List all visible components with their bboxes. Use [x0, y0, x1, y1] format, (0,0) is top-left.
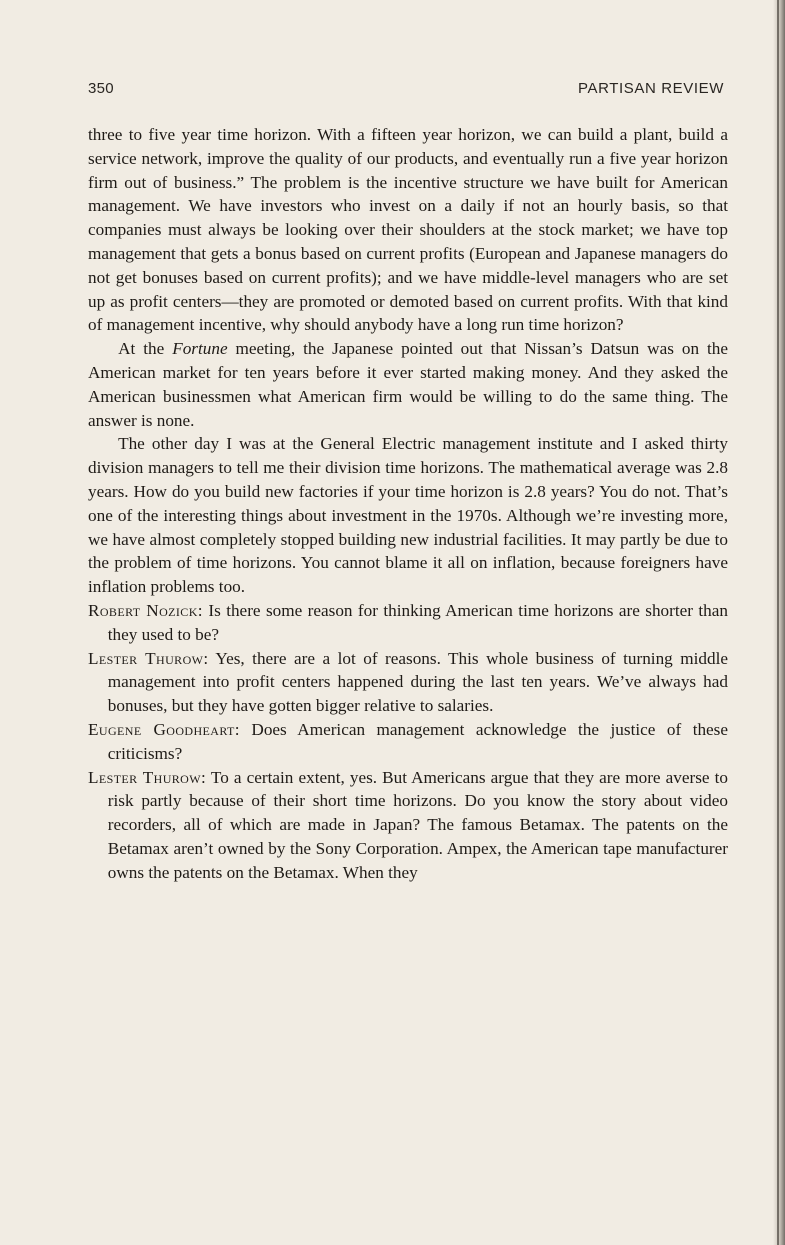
speaker-name: Lester Thurow:	[88, 767, 207, 787]
speech-text: To a certain extent, yes. But Americans argue that they are more averse to risk partly because of their short time horizons. Do you know the story about video recorders, all of which are made in Japan? The famous Betamax. The patents on the Betamax aren’t owned by the Sony Corporation. Ampex, the American tape manufacturer owns the patents on the Betamax. When they	[107, 767, 728, 882]
exchange-thurow-1	[88, 647, 728, 718]
paragraph-ge-institute: The other day I was at the General Electric management institute and I asked thirty division managers to tell me their division time horizons. The mathematical average was 2.8 years. How do you build new factories if your time horizon is 2.8 years? You do not. That’s one of the interesting things about investment in the 1970s. Although we’re investing more, we have almost completely stopped building new industrial facilities. It may partly be due to the problem of time horizons. You cannot blame it all on inflation, because foreigners have inflation problems too.	[88, 434, 728, 597]
paragraph-fortune-meeting	[88, 337, 728, 432]
exchange-nozick	[88, 599, 728, 647]
page-edge-shadow	[773, 0, 785, 1245]
speech-text: Is there some reason for thinking American time horizons are shorter than they used to be?	[107, 600, 728, 644]
paragraph-continued: three to five year time horizon. With a fifteen year horizon, we can build a plant, build a service network, improve the quality of our products, and eventually run a five year horizon firm out of business.” The problem is the incentive structure we have built for American management. We have investors who invest on a daily if not an hourly basis, so that companies must always be looking over their shoulders at the stock market; we have top management that gets a bonus based on current profits (European and Japanese managers do not get bonuses based on current profits); and we have middle-level managers who are set up as profit centers—they are promoted or demoted based on current profits. With that kind of management incentive, why should anybody have a long run time horizon?	[88, 125, 728, 335]
running-head	[88, 80, 724, 102]
speaker-name: Robert Nozick:	[88, 600, 203, 620]
speech-text: Does American management acknowledge the justice of these criticisms?	[107, 719, 729, 763]
paragraph-text: meeting, the Japanese pointed out that Nissan’s Datsun was on the American market for ten years before it ever started making money. And they asked the American businessmen what American firm would be willing to do the same thing. The answer is none.	[88, 339, 729, 430]
paragraph-text: At the	[118, 339, 173, 359]
italic-title: Fortune	[172, 339, 228, 359]
speaker-name: Eugene Goodheart:	[88, 719, 240, 739]
exchange-thurow-2	[88, 766, 728, 885]
page-number: 350	[88, 80, 114, 97]
body-text	[88, 123, 728, 885]
journal-title: PARTISAN REVIEW	[578, 80, 724, 97]
speech-text: Yes, there are a lot of reasons. This whole business of turning middle management into profit centers happened during the last ten years. We’ve always had bonuses, but they have gotten bigger relative to salaries.	[107, 648, 728, 716]
speaker-name: Lester Thurow:	[88, 648, 209, 668]
exchange-goodheart	[88, 718, 728, 766]
page-edge-line	[777, 0, 779, 1245]
